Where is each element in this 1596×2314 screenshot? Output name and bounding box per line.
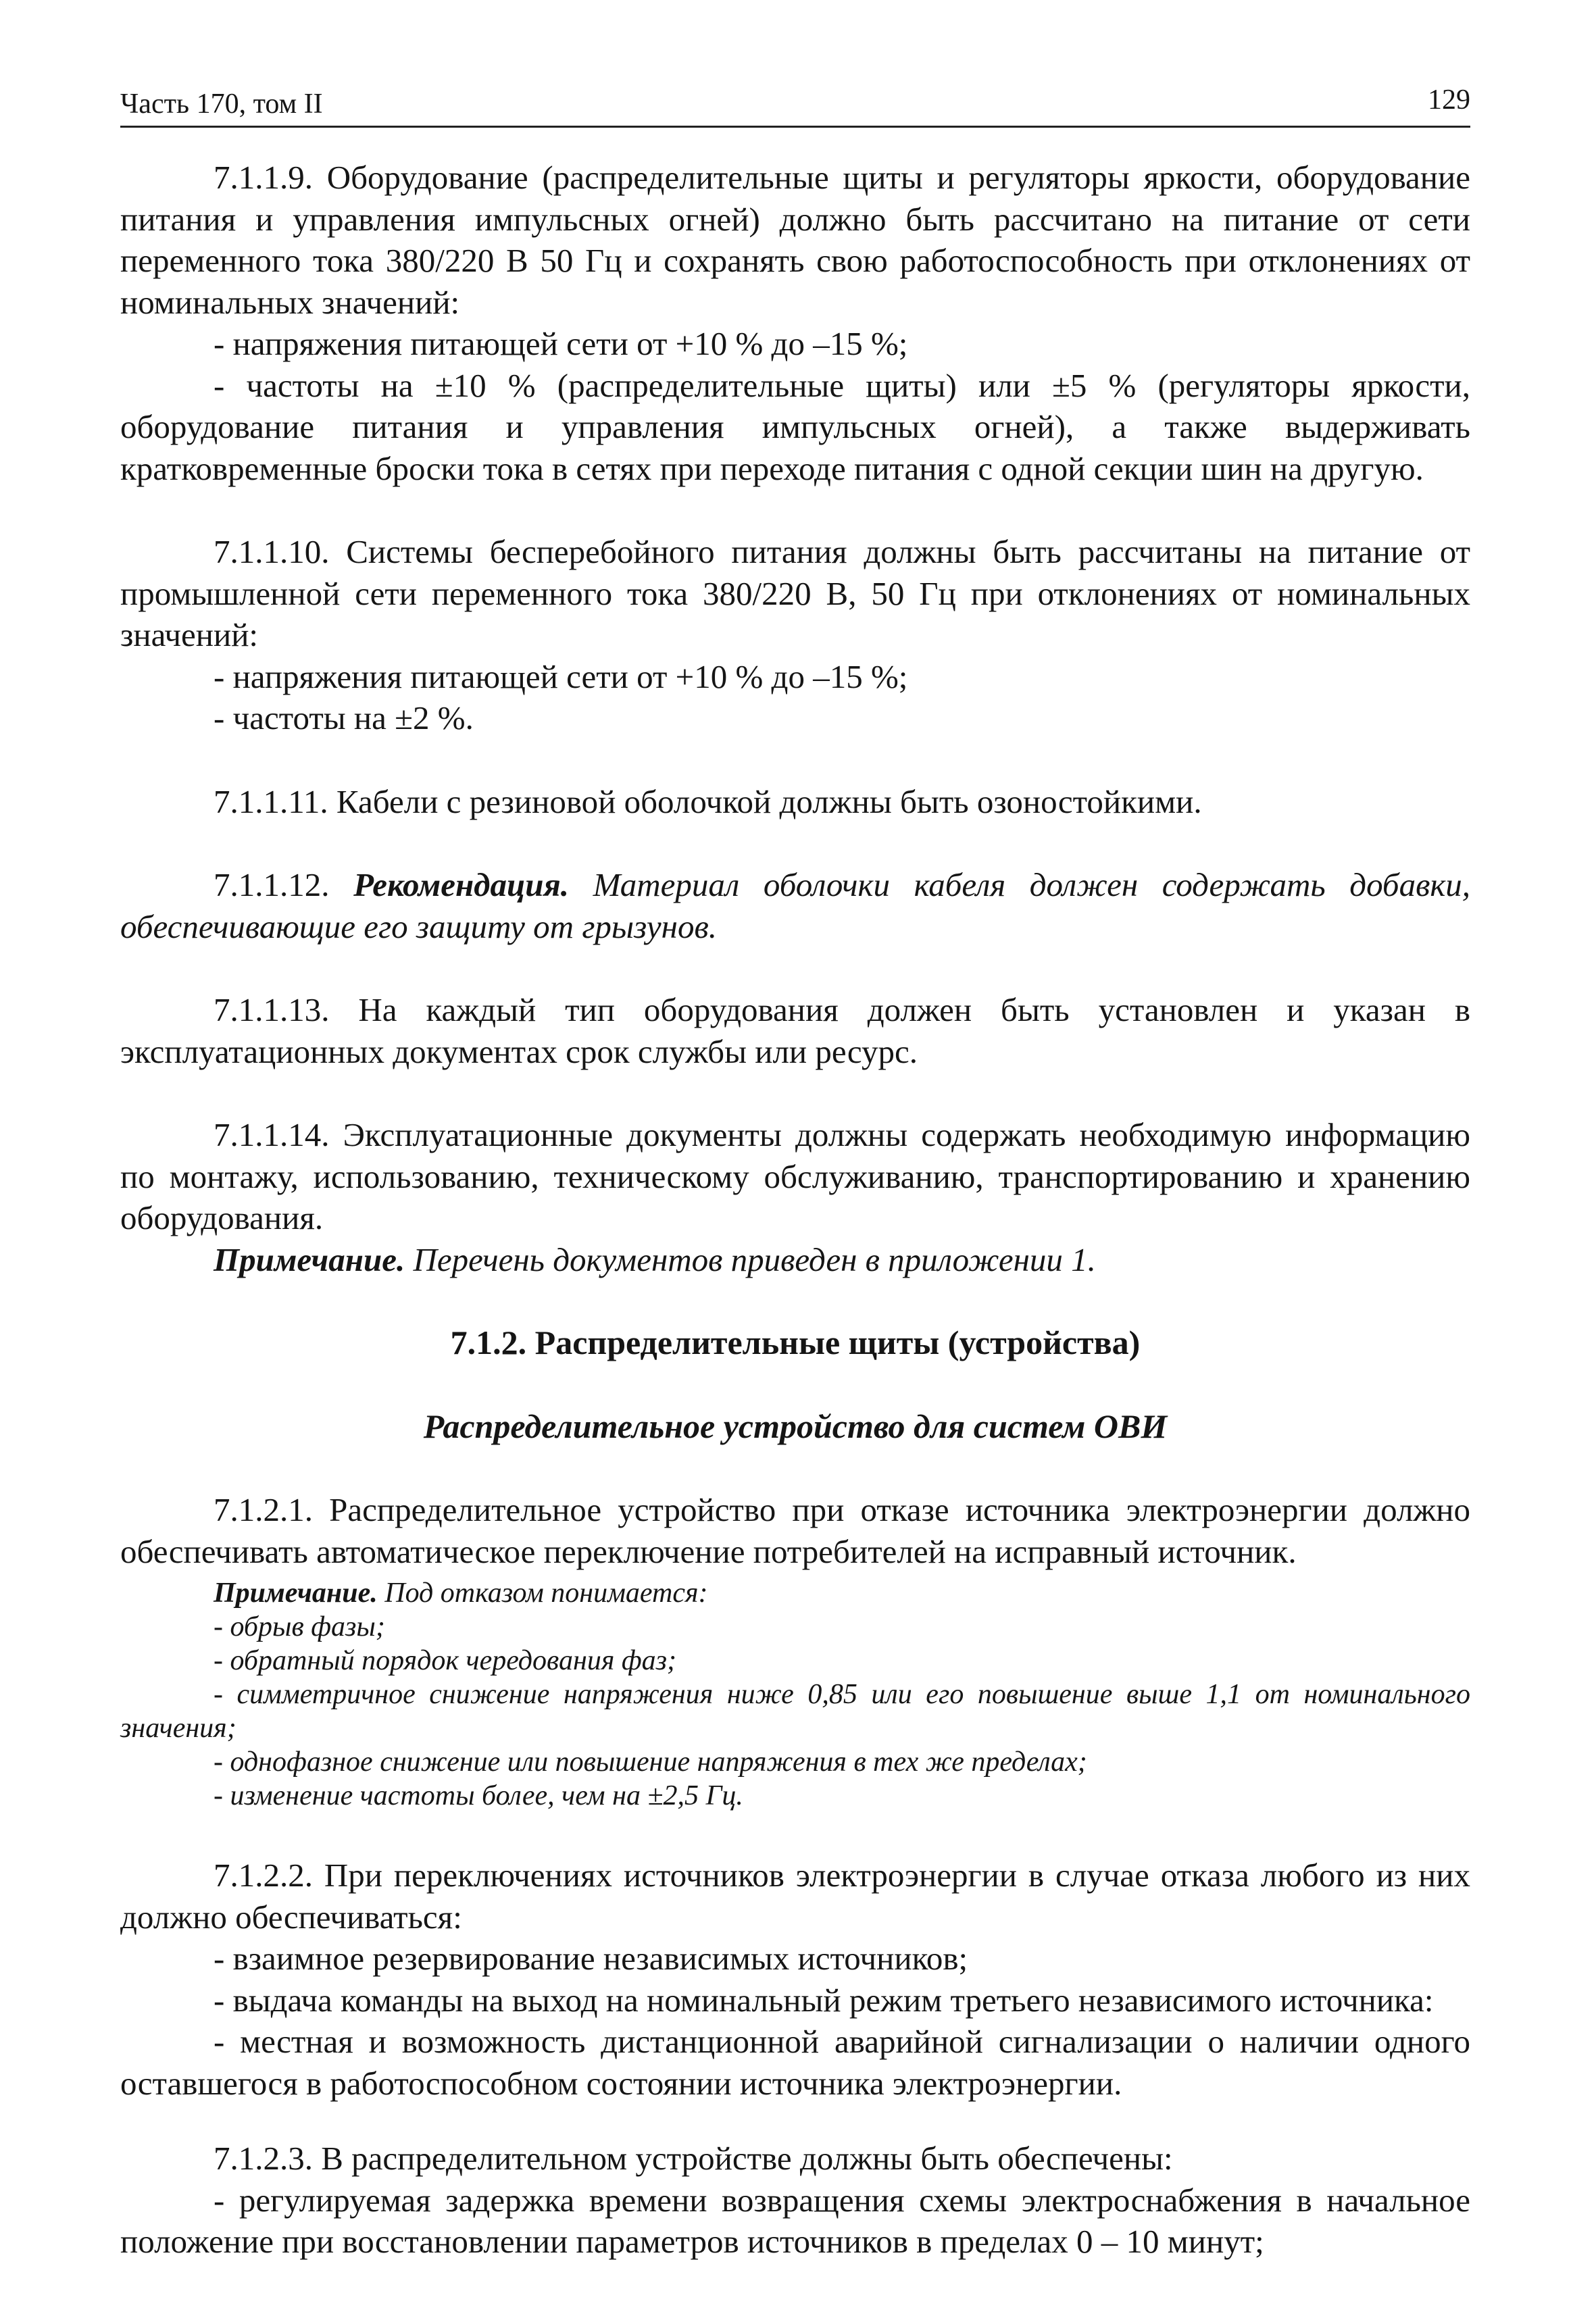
paragraph-7-1-2-1: 7.1.2.1. Распределительное устройство при отказе источника электроэнергии должно обеспечивать автоматическое переключение потребителей на исправный источник. bbox=[120, 1491, 1470, 1570]
list-item: - местная и возможность дистанционной аварийной сигнализации о наличии одного оставшегося в работоспособном состоянии источника электроэнергии. bbox=[120, 2023, 1470, 2102]
note-item: - изменение частоты более, чем на ±2,5 Гц. bbox=[214, 1780, 743, 1811]
list-item: - частоты на ±2 %. bbox=[214, 699, 474, 736]
note-text: Перечень документов приведен в приложении 1. bbox=[413, 1240, 1096, 1278]
subsection-heading: Распределительное устройство для систем ОВИ bbox=[423, 1407, 1168, 1445]
page-body bbox=[120, 157, 1470, 2263]
paragraph-7-1-1-11: 7.1.1.11. Кабели с резиновой оболочкой должны быть озоностойкими. bbox=[214, 782, 1202, 820]
note-item: - однофазное снижение или повышение напряжения в тех же пределах; bbox=[214, 1746, 1087, 1778]
note-item: - обрыв фазы; bbox=[214, 1611, 385, 1642]
note bbox=[120, 1576, 1470, 1610]
paragraph-7-1-2-2: 7.1.2.2. При переключениях источников электроэнергии в случае отказа любого из них должно обеспечиваться: bbox=[120, 1857, 1470, 1936]
paragraph-7-1-1-13: 7.1.1.13. На каждый тип оборудования должен быть установлен и указан в эксплуатационных документах срок службы или ресурс. bbox=[120, 991, 1470, 1070]
note-item: - обратный порядок чередования фаз; bbox=[214, 1645, 677, 1676]
note-text: Под отказом понимается: bbox=[384, 1578, 708, 1609]
list-item: - напряжения питающей сети от +10 % до –15 %; bbox=[214, 657, 908, 695]
list-item: - частоты на ±10 % (распределительные щиты) или ±5 % (регуляторы яркости, оборудование питания и управления импульсных огней), а также выдерживать кратковременные броски тока в сетях при переходе питания с одной секции шин на другую. bbox=[120, 366, 1470, 487]
note-item: - симметричное снижение напряжения ниже 0,85 или его повышение выше 1,1 от номинального значения; bbox=[120, 1679, 1470, 1744]
note bbox=[120, 1239, 1470, 1281]
paragraph-7-1-1-10: 7.1.1.10. Системы бесперебойного питания должны быть рассчитаны на питание от промышленной сети переменного тока 380/220 В, 50 Гц при отклонениях от номинальных значений: bbox=[120, 533, 1470, 653]
note-label: Примечание. bbox=[214, 1240, 405, 1278]
note-label: Примечание. bbox=[214, 1578, 378, 1609]
list-item: - регулируемая задержка времени возвращения схемы электроснабжения в начальное положение при восстановлении параметров источников в пределах 0 – 10 минут; bbox=[120, 2181, 1470, 2260]
recommendation-label: Рекомендация. bbox=[353, 866, 569, 903]
paragraph-7-1-1-9: 7.1.1.9. Оборудование (распределительные щиты и регуляторы яркости, оборудование питания и управления импульсных огней) должно быть рассчитано на питание от сети переменного тока 380/220 В 50 Гц и сохранять свою работоспособность при отклонениях от номинальных значений: bbox=[120, 159, 1470, 321]
list-item: - напряжения питающей сети от +10 % до –15 %; bbox=[214, 325, 908, 362]
recommendation-text: Материал оболочки кабеля должен содержать добавки, обеспечивающие его защиту от грызунов. bbox=[120, 866, 1471, 945]
paragraph-7-1-1-12 bbox=[120, 864, 1470, 947]
clause-number: 7.1.1.12. bbox=[214, 866, 330, 903]
page-number: 129 bbox=[1428, 84, 1470, 116]
paragraph-7-1-1-14: 7.1.1.14. Эксплуатационные документы должны содержать необходимую информацию по монтажу, использованию, техническому обслуживанию, транспортированию и хранению оборудования. bbox=[120, 1116, 1470, 1236]
page-header bbox=[120, 80, 1470, 128]
paragraph-7-1-2-3: 7.1.2.3. В распределительном устройстве должны быть обеспечены: bbox=[214, 2140, 1173, 2177]
running-title: Часть 170, том II bbox=[120, 89, 323, 120]
section-heading: 7.1.2. Распределительные щиты (устройства) bbox=[450, 1324, 1141, 1361]
list-item: - взаимное резервирование независимых источников; bbox=[214, 1940, 968, 1977]
list-item: - выдача команды на выход на номинальный режим третьего независимого источника: bbox=[214, 1981, 1434, 2019]
